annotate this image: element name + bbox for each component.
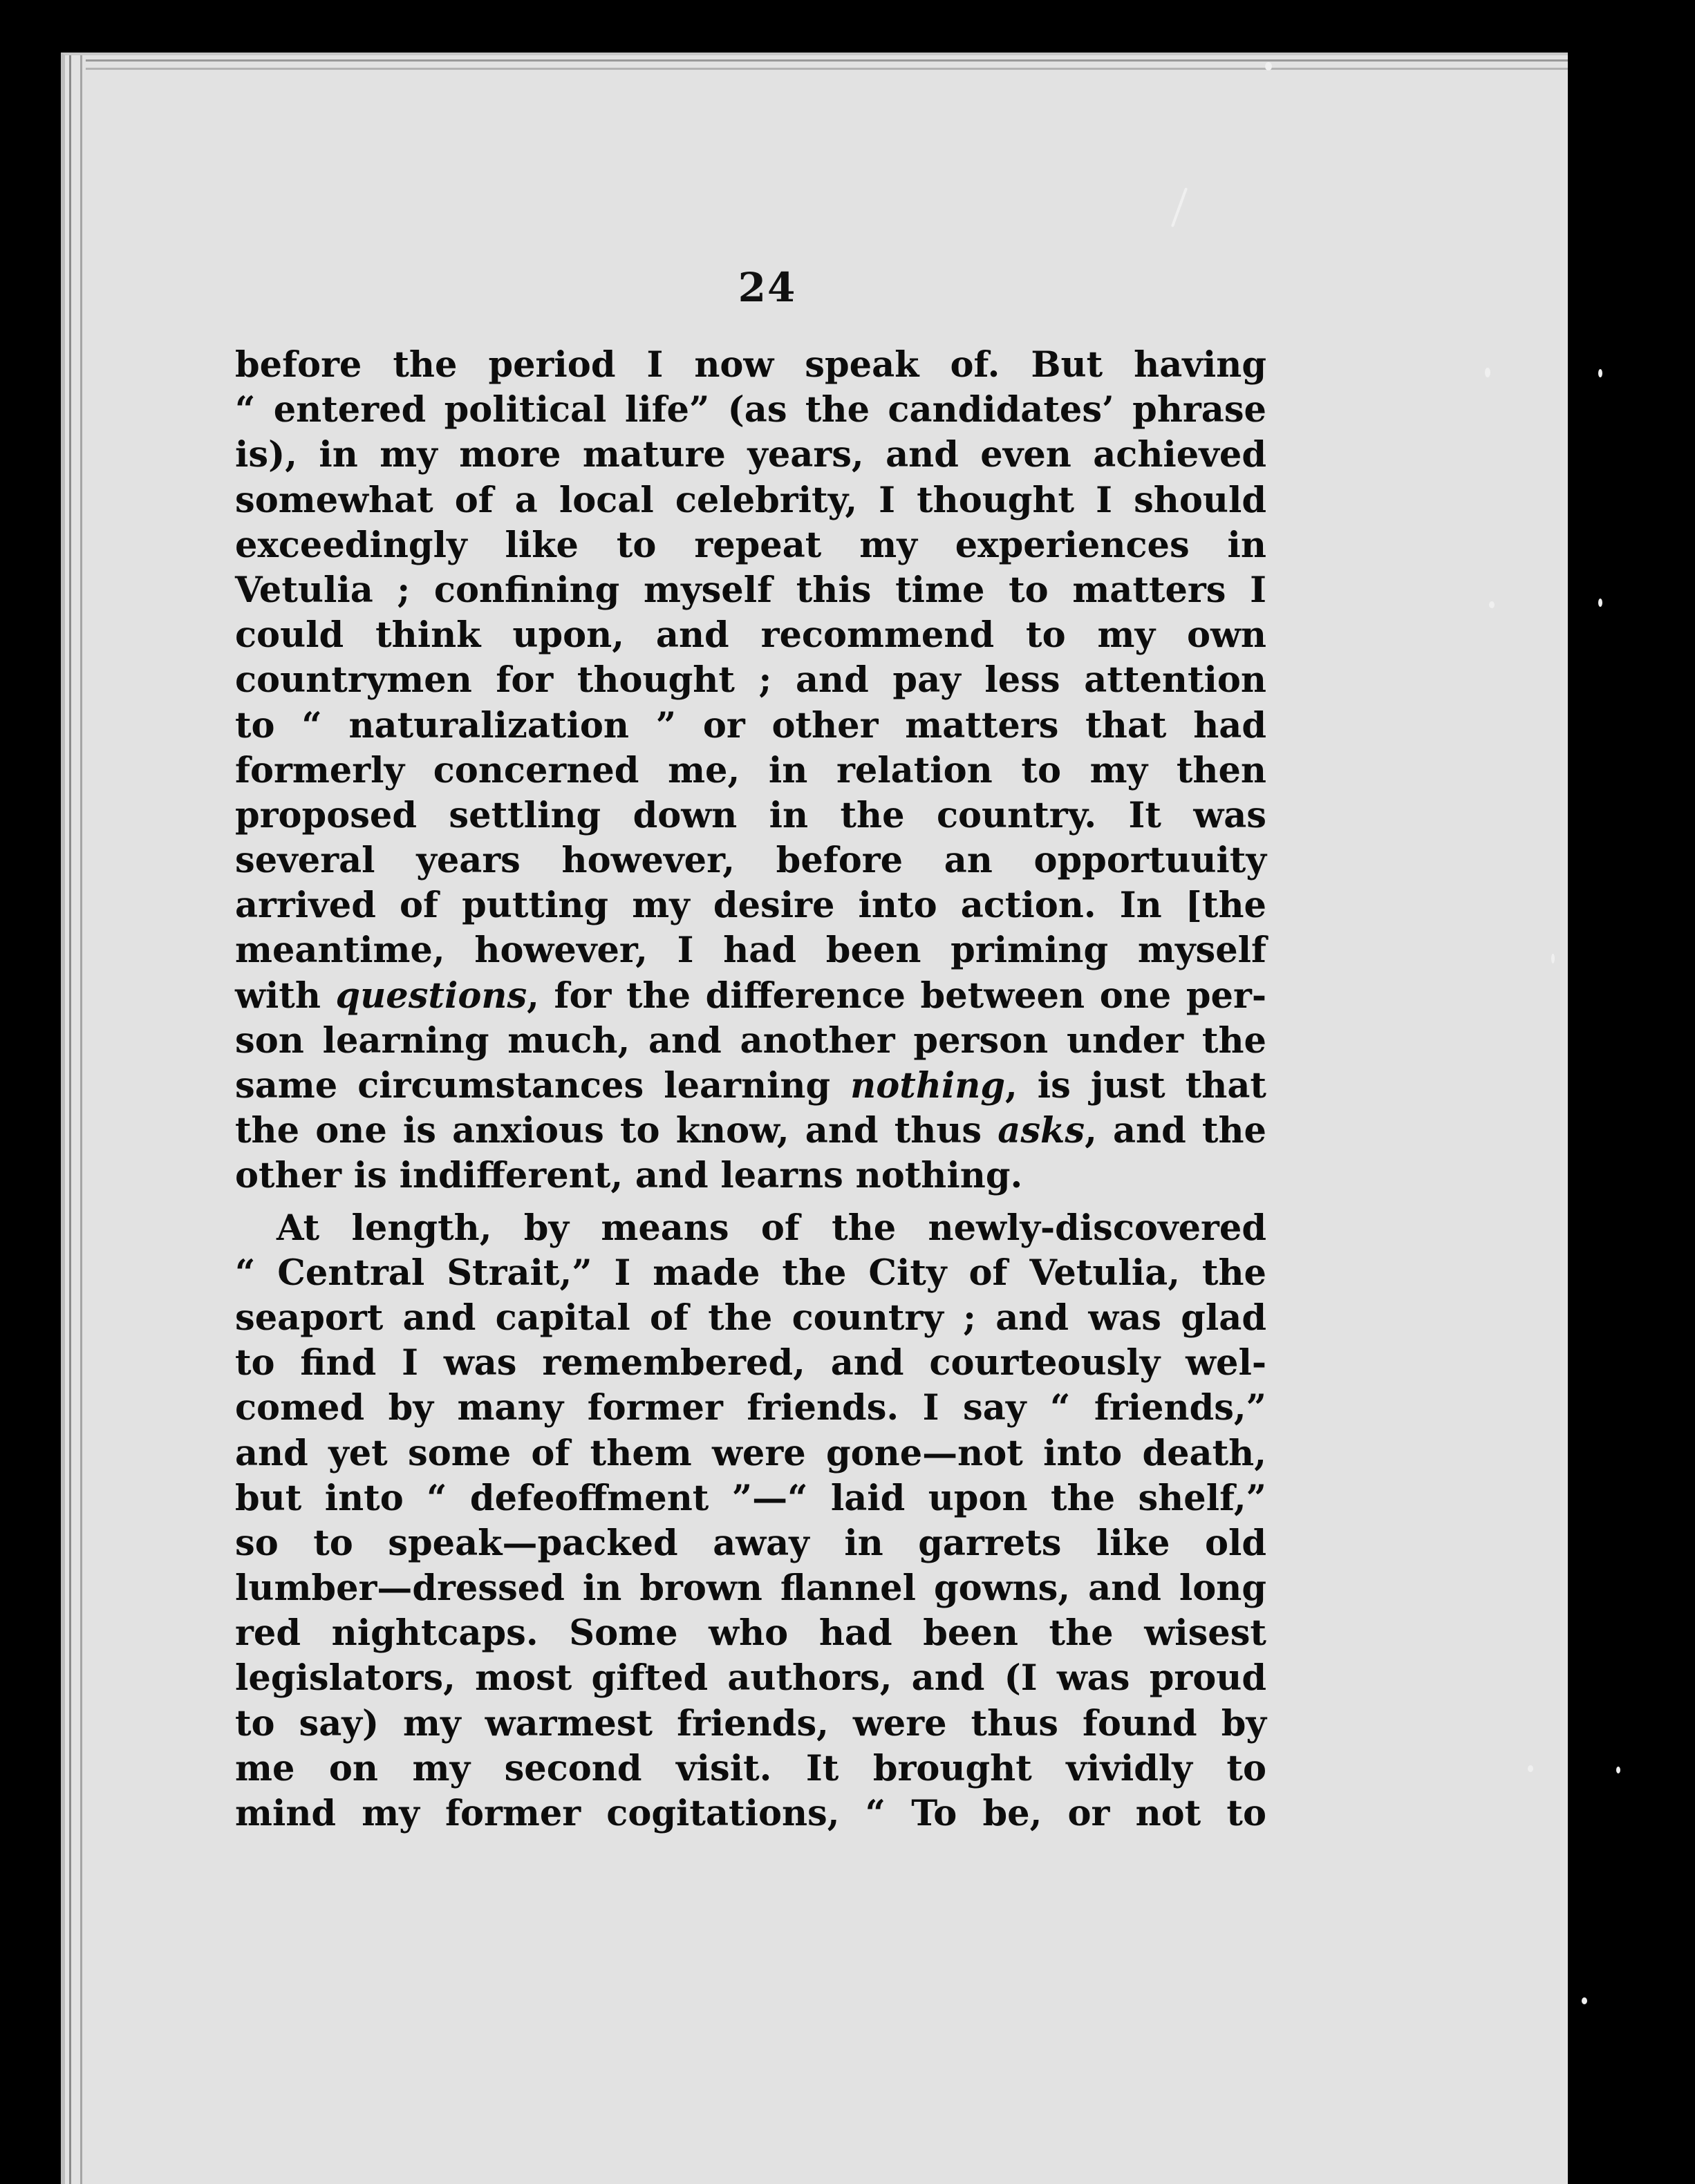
italic-word: questions (335, 975, 527, 1017)
text-line: lumber—dressed in brown flannel gowns, and long (235, 1568, 1266, 1610)
scan-speck (1582, 1997, 1587, 2004)
paragraph-gap (235, 1199, 1266, 1206)
text-line: me on my second visit. It brought vividly to (235, 1747, 1266, 1789)
text-line: At length, by means of the newly-discovered (277, 1207, 1266, 1249)
text-line: seaport and capital of the country ; and was glad (235, 1297, 1266, 1339)
text-line: countrymen for thought ; and pay less attention (235, 659, 1266, 702)
page-number: 24 (738, 264, 797, 311)
scan-speck (1489, 601, 1495, 608)
text-line: Vetulia ; confining myself this time to matters I (235, 569, 1266, 611)
text-line: comed by many former friends. I say “ friends,” (235, 1387, 1266, 1429)
page-edge-line (80, 55, 82, 2184)
text-line: exceedingly like to repeat my experiences in (235, 524, 1266, 566)
scan-speck (1528, 1765, 1533, 1772)
text-line: mind my former cogitations, “ To be, or not to (235, 1793, 1266, 1834)
text-line (235, 974, 1266, 1019)
text-line: several years however, before an opportuuity (235, 840, 1266, 882)
text-line: somewhat of a local celebrity, I thought I should (235, 479, 1266, 521)
page-top-edge-line (86, 59, 1568, 62)
page-top-edge-line (86, 68, 1568, 70)
text-run: , for the difference between one per- (527, 975, 1266, 1017)
scan-speck (1485, 368, 1490, 377)
page-edge-line (69, 55, 71, 2184)
scan-speck (1551, 954, 1555, 963)
text-line: arrived of putting my desire into action. In [the (235, 885, 1266, 927)
text-line: other is indifferent, and learns nothing. (235, 1155, 1023, 1197)
text-line: “ entered political life” (as the candidates’ phrase (235, 389, 1266, 431)
text-run: , and the (1085, 1110, 1266, 1152)
scan-speck (1265, 62, 1272, 70)
text-line: could think upon, and recommend to my own (235, 614, 1266, 657)
text-line: son learning much, and another person under the (235, 1019, 1266, 1062)
text-run: same circumstances learning (235, 1065, 851, 1107)
italic-word: asks (998, 1110, 1085, 1152)
text-line: is), in my more mature years, and even achieved (235, 434, 1266, 476)
text-line: “ Central Strait,” I made the City of Vetulia, the (235, 1252, 1266, 1294)
italic-word: nothing (850, 1065, 1006, 1107)
text-run: with (235, 975, 336, 1017)
scan-speck (1598, 369, 1602, 377)
text-line: so to speak—packed away in garrets like old (235, 1522, 1266, 1564)
text-run: , is just that (1005, 1065, 1266, 1107)
text-line: before the period I now speak of. But having (235, 344, 1266, 386)
text-line (235, 1109, 1266, 1154)
text-line: meantime, however, I had been priming myself (235, 930, 1266, 972)
text-line: red nightcaps. Some who had been the wisest (235, 1612, 1266, 1655)
text-line: to “ naturalization ” or other matters that had (235, 704, 1266, 746)
text-line (235, 1064, 1266, 1109)
text-line: to say) my warmest friends, were thus found by (235, 1702, 1266, 1744)
text-line: to find I was remembered, and courteously wel- (235, 1342, 1266, 1384)
scan-speck (1598, 599, 1602, 607)
text-line: but into “ defeoffment ”—“ laid upon the shelf,” (235, 1477, 1266, 1519)
text-line: proposed settling down in the country. It was (235, 794, 1266, 836)
text-run: the one is anxious to know, and thus (235, 1110, 998, 1152)
text-line: legislators, most gifted authors, and (I was proud (235, 1657, 1266, 1700)
body-text (235, 343, 1266, 1836)
text-line: and yet some of them were gone—not into death, (235, 1432, 1266, 1474)
scan-speck (1616, 1767, 1620, 1773)
text-line: formerly concerned me, in relation to my then (235, 749, 1266, 791)
